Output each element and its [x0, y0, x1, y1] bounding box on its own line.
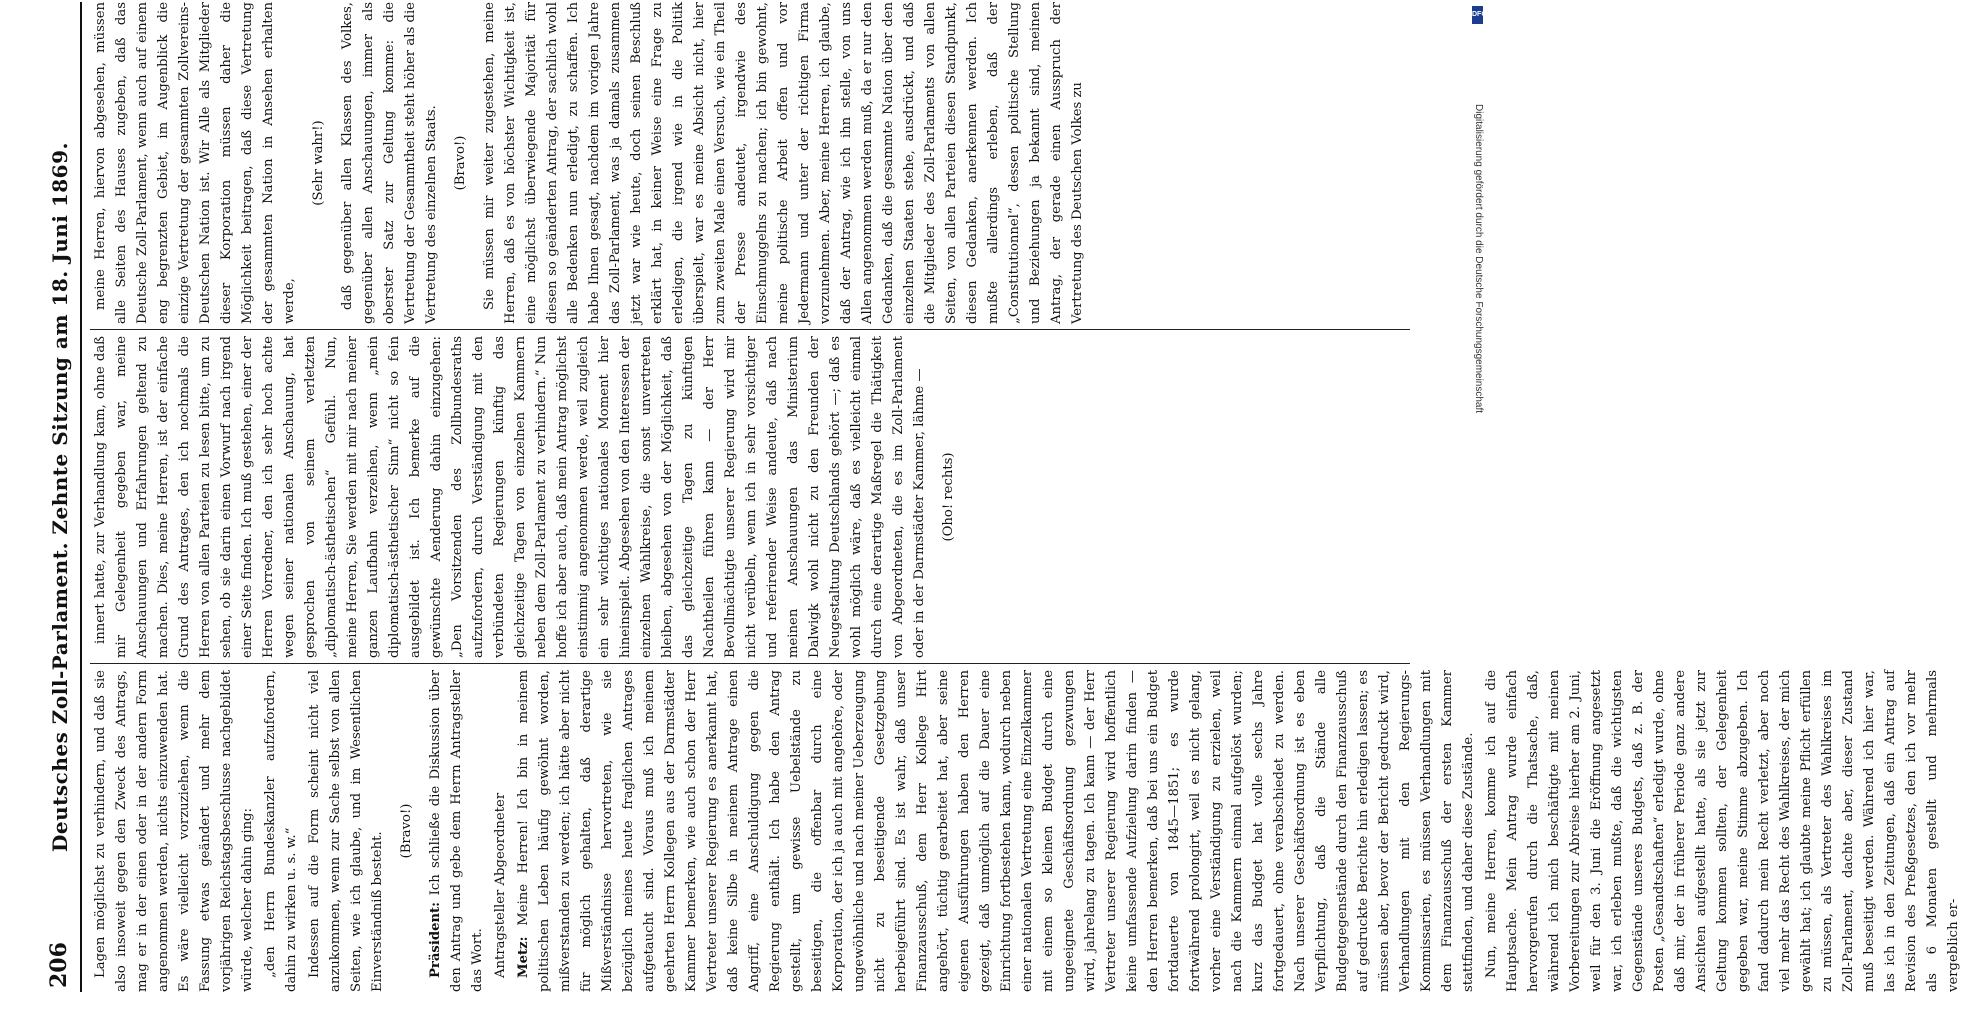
paragraph-text: (Bravo!)	[399, 803, 414, 859]
paragraph	[490, 670, 511, 992]
interjection	[450, 2, 471, 324]
paragraph	[1481, 670, 1964, 992]
paragraph-text: Lagen möglichst zu verhindern, und daß sie also insoweit gegen den Zweck des Antrags, mag er in der einen oder in der andern Form angenommen werden, nichts einzuwenden hat. Es wäre vielleicht vorzuziehen, wenn die Fassung etwas geändert und mehr dem vorjährigen Reichstagsbeschlusse nachgebildet würde, welcher dahin ging:	[93, 670, 255, 992]
paragraph	[260, 670, 302, 992]
paragraph-text: Sie müssen mir weiter zugestehen, meine Herren, daß es von höchster Wichtigkeit ist, eine möglichst überwiegende Majorität für diesen so geänderten Antrag, der sachlich wohl alle Bedenken nun erledigt, zu schaffen. Ich habe Ihnen gesagt, nachdem im vorigen Jahre das Zoll-Parlament, was ja damals zusammen jetzt war wie heute, doch seinen Beschluß erklärt hat, in keiner Weise eine Frage zu erledigen, die irgend wie in die Politik überspielt, war es meine Absicht nicht, hier zum zweiten Male einen Versuch, wie ein Theil der Presse andeutet, irgendwie des Einschmuggelns zu machen; ich bin gewohnt, meine politische Arbeit offen und vor Jedermann und unter der richtigen Firma vorzunehmen. Aber, meine Herren, ich glaube, daß der Antrag, wie ich ihn stelle, von uns Allen angenommen werden muß, da er nur den Gedanken, daß die gesammte Nation über den einzelnen Staaten stehe, ausdrückt, und daß die Mitglieder des Zoll-Parlaments von allen Seiten, von allen Parteien diesen Standpunkt, diesen Gedanken, anerkennen werden. Ich mußte allerdings erleben, daß der „Constitutionnel“, dessen politische Stellung und Beziehungen ja bekannt sind, meinen Antrag, der gerade einen Ausspruch der Vertretung des Deutschen Volkes zu	[482, 2, 1085, 324]
paragraph	[513, 670, 1479, 992]
column-rule	[90, 663, 1410, 664]
column-left	[90, 670, 1961, 992]
speaker-name: Präsident:	[428, 895, 443, 978]
paragraph-text: (Oho! rechts)	[941, 452, 956, 542]
paragraph	[90, 336, 930, 658]
interjection	[396, 670, 417, 992]
funding-note: Digitalisierung gefördert durch die Deutsche Forschungsgemeinschaft	[1473, 104, 1484, 414]
paragraph-text: „den Herrn Bundeskanzler aufzufordern, dahin zu wirken u. s. w.“	[263, 670, 299, 992]
running-title: Deutsches Zoll-Parlament. Zehnte Sitzung am 18. Juni 1869.	[48, 142, 72, 852]
paragraph	[90, 2, 300, 324]
paragraph-text: daß gegenüber allen Klassen des Volkes, gegenüber allen Anschauungen, immer als oberster Satz zur Geltung komme: die Vertretung der Gesammtheit steht höher als die Vertretung des einzelnen Staats.	[340, 2, 439, 324]
paragraph-text: Meine Herren! Ich bin in meinem politischen Leben häufig gewöhnt worden, mißverstanden zu werden; ich hätte aber nicht für möglich gehalten, daß derartige Mißverständnisse hervortreten, wie sie bezüglich meines heute fraglichen Antrages aufgetaucht sind. Voraus muß ich meinem geehrten Herrn Kollegen aus der Darmstädter Kammer bemerken, wie auch schon der Herr Vertreter unserer Regierung es anerkannt hat, daß keine Silbe in meinem Antrage einen Angriff, eine Anschuldigung gegen die Regierung enthält. Ich habe den Antrag gestellt, um gewisse Uebelstände zu beseitigen, die offenbar durch eine Korporation, der ich ja auch mit angehöre, oder ungewöhnliche und nach meiner Ueberzeugung nicht zu beseitigende Gesetzgebung herbeigeführt sind. Es ist wahr, daß unser Finanzausschuß, dem Herr Kollege Hirt angehört, tüchtig gearbeitet hat, aber seine eigenen Ausführungen haben den Herren gezeigt, daß unmöglich auf die Dauer eine Einrichtung fortbestehen kann, wodurch neben einer nationalen Vertretung eine Einzelkammer mit einem so kleinen Budget durch eine ungeeignete Geschäftsordnung gezwungen wird, jahrelang zu tagen. Ich kann — der Herr Vertreter unserer Regierung wird hoffentlich keine umfassende Aufzielung darin finden — den Herren bemerken, daß bei uns ein Budget fortdauerte von 1845—1851; es wurde fortwährend prolongirt, weil es nicht gelang, vorher eine Verständigung zu erzielen, weil nach die Kammern einmal aufgelöst wurden; kurz das Budget hat volle sechs Jahre fortgedauert, ohne verabschiedet zu werden. Nach unserer Geschäftsordnung ist es eben Verpflichtung, daß die Stände alle Budgetgegenstände durch den Finanzausschuß auf gedruckte Berichte hin erledigen lassen; es müssen aber, bevor der Bericht gedruckt wird, Verhandlungen mit den Regierungs-Kommissarien, es müssen Verhandlungen mit dem Finanzausschuß der ersten Kammer stattfinden, und daher diese Zustände.	[516, 670, 1476, 992]
paragraph	[337, 2, 442, 324]
column-middle	[90, 336, 1415, 658]
page-number: 206	[46, 942, 72, 988]
speaker-name: Metz:	[516, 925, 531, 978]
paragraph-text: (Sehr wahr!)	[311, 120, 326, 206]
interjection	[938, 336, 959, 658]
paragraph-text: Indessen auf die Form scheint nicht viel anzukommen, wenn zur Sache selbst von allen Seiten, wie ich glaube, und im Wesentlichen Einverständniß besteht.	[307, 670, 385, 992]
page-header	[42, 2, 82, 992]
paragraph-text: Ich schließe die Diskussion über den Antrag und gebe dem Herrn Antragsteller das Wort.	[428, 670, 485, 992]
funding-sidebar	[1472, 4, 1487, 996]
paragraph-text: (Bravo!)	[453, 135, 468, 191]
paragraph-text: meine Herren, hiervon abgesehen, müssen alle Seiten des Hauses zugeben, daß das Deutsche Zoll-Parlament, wenn auch auf einem eng begrenzten Gebiet, im Augenblick die einzige Vertretung der gesammten Zollvereins-Deutschen Nation ist. Wir Alle als Mitglieder dieser Korporation müssen daher die Möglichkeit beitragen, daß diese Vertretung der gesammten Nation in Ansehen erhalten werde,	[93, 2, 297, 324]
paragraph	[425, 670, 488, 992]
paragraph-text: innert hatte, zur Verhandlung kam, ohne daß mir Gelegenheit gegeben war, meine Anschauungen und Erfahrungen geltend zu machen. Dies, meine Herren, ist der einfache Grund des Antrages, den ich nochmals die Herren von allen Parteien zu lesen bitte, um zu sehen, ob sie darin einen Vorwurf nach irgend einer Seite finden. Ich muß gestehen, einer der Herren Vorredner, den ich sehr hoch achte wegen seiner nationalen Anschauung, hat gesprochen von seinem verletzten „diplomatisch-ästhetischen“ Gefühl. Nun, meine Herren, Sie werden mit mir nach meiner ganzen Laufbahn verzeihen, wenn „mein diplomatisch-ästhetischer Sinn“ nicht so fein ausgebildet ist. Ich bemerke auf die gewünschte Aenderung dahin einzugehen: „Den Vorsitzenden des Zollbundesraths aufzufordern, durch Verständigung mit den verbündeten Regierungen künftig das gleichzeitige Tagen von einzelnen Kammern neben dem Zoll-Parlament zu verhindern.“ Nun hoffe ich aber auch, daß mein Antrag möglichst einstimmig angenommen werde, weil zugleich ein sehr wichtiges nationales Moment hier hineinspielt. Abgesehen von den Interessen der einzelnen Wahlkreise, die sonst unvertreten bleiben, abgesehen von der Möglichkeit, daß das gleichzeitige Tagen zu künftigen Nachtheilen führen kann — der Herr Bevollmächtigte unserer Regierung wird mir nicht verübeln, wenn ich in sehr vorsichtiger und referirender Weise andeute, daß nach meinen Anschauungen das Ministerium Dalwigk wohl nicht zu den Freunden der Neugestaltung Deutschlands gehört —; daß es wohl möglich wäre, daß es vielleicht einmal durch eine derartige Maßregel die Thätigkeit von Abgeordneten, die es im Zoll-Parlament oder in der Darmstädter Kammer, lähme —	[93, 336, 927, 658]
column-rule	[90, 329, 1410, 330]
paragraph	[479, 2, 1088, 324]
paragraph-text: Antragsteller Abgeordneter	[493, 792, 508, 978]
dfg-logo-icon: DFG	[1472, 6, 1483, 24]
column-right	[90, 2, 1415, 324]
interjection	[308, 2, 329, 324]
paragraph	[90, 670, 258, 992]
paragraph	[304, 670, 388, 992]
paragraph-text: Nun, meine Herren, komme ich auf die Hauptsache. Mein Antrag wurde einfach hervorgerufen durch die Thatsache, daß, während ich mich beschäftigte mit meinen Vorbereitungen zur Abreise hierher am 2. Juni, weil für den 3. Juni die Eröffnung angesetzt war, ich erleben mußte, daß die wichtigsten Gegenstände unseres Budgets, daß z. B. der Posten „Gesandtschaften“ erledigt wurde, ohne daß mir, der in früherer Periode ganz andere Ansichten aufgestellt hatte, als sie jetzt zur Geltung kommen sollten, der Gelegenheit gegeben war, meine Stimme abzugeben. Ich fand dadurch mein Recht verletzt, aber noch viel mehr das Recht des Wahlkreises, der mich gewählt hat; ich glaubte meine Pflicht erfüllen zu müssen, als Vertreter des Wahlkreises im Zoll-Parlament, dachte aber, dieser Zustand muß beseitigt werden. Während ich hier war, las ich in den Zeitungen, daß ein Antrag auf Revision des Preßgesetzes, den ich vor mehr als 6 Monaten gestellt und mehrmals vergeblich er-	[1484, 670, 1961, 992]
